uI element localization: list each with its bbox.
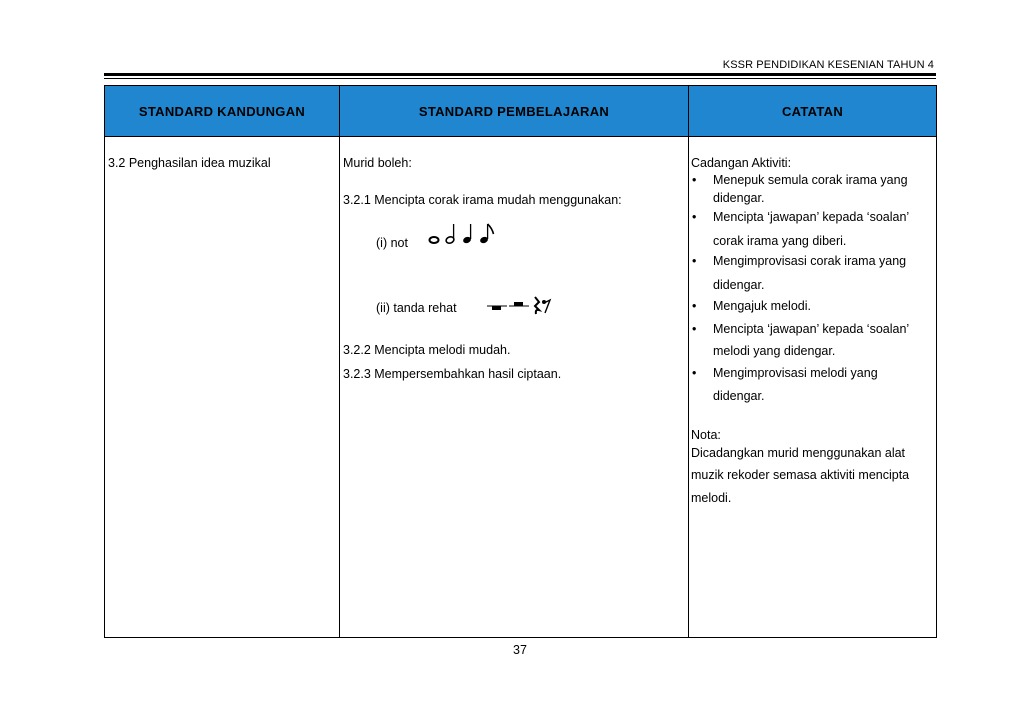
running-head: KSSR PENDIDIKAN KESENIAN TAHUN 4 [722,59,934,71]
nota-line: muzik rekoder semasa aktiviti mencipta [691,468,910,482]
bullet-dot: • [692,210,697,224]
page-number: 37 [513,643,527,657]
list-item-text: Mencipta ‘jawapan’ kepada ‘soalan’ [713,322,910,336]
bullet-dot: • [692,299,697,313]
column-divider [339,86,340,637]
pembelajaran-item-323: 3.2.3 Mempersembahkan hasil ciptaan. [343,367,562,381]
pembelajaran-item-322: 3.2.2 Mencipta melodi mudah. [343,343,511,357]
nota-line: melodi. [691,491,732,505]
bullet-dot: • [692,254,697,268]
nota-title: Nota: [691,428,721,442]
rest-symbols-icon [485,294,555,316]
nota-line: Dicadangkan murid menggunakan alat [691,446,906,460]
column-divider [688,86,689,637]
list-item-text: corak irama yang diberi. [713,234,847,248]
list-item-text: Mencipta ‘jawapan’ kepada ‘soalan’ [713,210,910,224]
list-item-text: didengar. [713,278,765,292]
list-item-text: Menepuk semula corak irama yang [713,173,908,187]
header-rule-thin [104,78,936,79]
header-divider [105,136,936,137]
catatan-title: Cadangan Aktiviti: [691,156,792,170]
list-item-text: Mengimprovisasi melodi yang [713,366,878,380]
sub-item-not: (i) not [376,236,408,250]
bullet-dot: • [692,322,697,336]
list-item-text: Mengajuk melodi. [713,299,811,313]
pembelajaran-intro: Murid boleh: [343,156,412,170]
list-item-text: didengar. [713,389,765,403]
list-item-text: melodi yang didengar. [713,344,836,358]
col-header-pembelajaran: STANDARD PEMBELAJARAN [340,86,688,136]
curriculum-table [104,85,937,638]
bullet-dot: • [692,173,697,187]
list-item-text: Mengimprovisasi corak irama yang [713,254,907,268]
sub-item-tanda-rehat: (ii) tanda rehat [376,301,457,315]
col-header-catatan: CATATAN [689,86,936,136]
header-rule [104,73,936,76]
music-notes-icon [425,220,501,246]
list-item-text: didengar. [713,191,765,205]
col-header-kandungan: STANDARD KANDUNGAN [105,86,339,136]
kandungan-text: 3.2 Penghasilan idea muzikal [108,156,271,170]
pembelajaran-item-321: 3.2.1 Mencipta corak irama mudah menggunakan: [343,193,622,207]
bullet-dot: • [692,366,697,380]
